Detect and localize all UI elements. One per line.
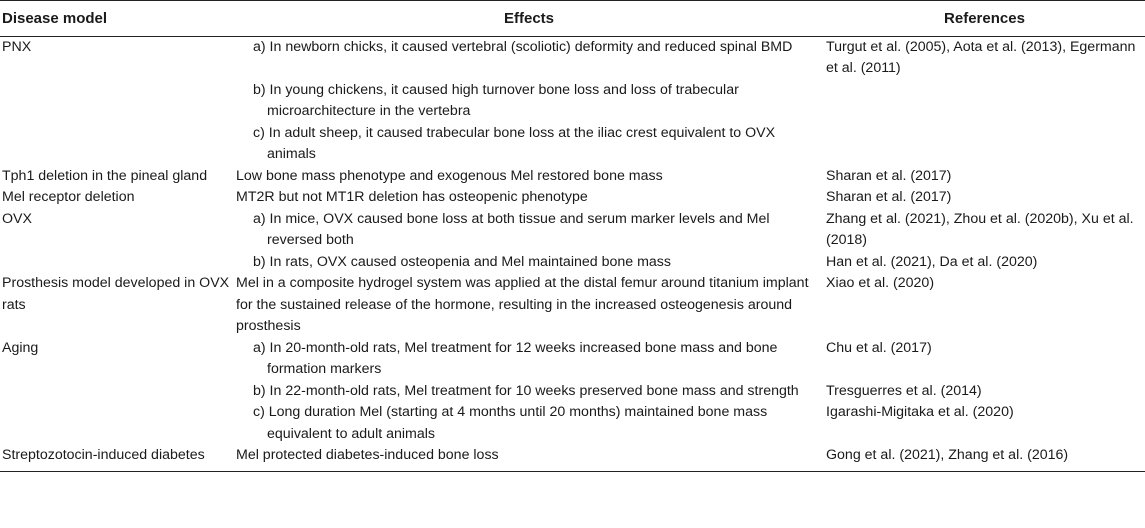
disease-cell: Aging xyxy=(2,339,39,356)
effect-text: b) In 22-month-old rats, Mel treatment for 10 weeks preserved bone mass and strength xyxy=(253,382,799,399)
header-references: References xyxy=(824,1,1145,37)
refs-cell: Tresguerres et al. (2014) xyxy=(826,382,982,399)
table-row xyxy=(0,123,1145,166)
header-row xyxy=(0,1,1145,37)
effect-cell xyxy=(234,36,824,80)
effect-text: a) In mice, OVX caused bone loss at both tissue and serum marker levels and Mel reversed both xyxy=(253,210,770,248)
refs-cell: Sharan et al. (2017) xyxy=(826,167,952,184)
refs-cell xyxy=(824,80,1145,123)
disease-cell xyxy=(0,381,234,403)
effect-text: c) Long duration Mel (starting at 4 months until 20 months) maintained bone mass equivalent to adult animals xyxy=(253,404,768,442)
refs-cell: Chu et al. (2017) xyxy=(826,339,932,356)
table-row xyxy=(0,402,1145,445)
refs-cell: Han et al. (2021), Da et al. (2020) xyxy=(826,253,1038,270)
disease-cell: PNX xyxy=(2,38,32,55)
effect-cell xyxy=(234,209,824,252)
disease-cell xyxy=(0,123,234,166)
table-row xyxy=(0,209,1145,252)
disease-cell xyxy=(0,252,234,274)
effect-text: a) In newborn chicks, it caused vertebral (scoliotic) deformity and reduced spinal BMD xyxy=(253,38,793,55)
effect-text: a) In 20-month-old rats, Mel treatment for 12 weeks increased bone mass and bone formation markers xyxy=(253,339,778,377)
disease-cell: Prosthesis model developed in OVX rats xyxy=(2,275,230,313)
effect-cell: Low bone mass phenotype and exogenous Mel restored bone mass xyxy=(236,167,663,184)
effect-cell xyxy=(234,123,824,166)
effect-text: b) In young chickens, it caused high turnover bone loss and loss of trabecular microarchitecture in the vertebra xyxy=(253,81,739,119)
disease-cell: OVX xyxy=(2,210,32,227)
effect-cell xyxy=(234,80,824,123)
refs-cell: Turgut et al. (2005), Aota et al. (2013), Egermann et al. (2011) xyxy=(826,38,1136,76)
table-row xyxy=(0,445,1145,471)
effect-cell: MT2R but not MT1R deletion has osteopenic phenotype xyxy=(236,189,588,205)
effect-cell xyxy=(234,252,824,274)
header-effects: Effects xyxy=(234,1,824,37)
refs-cell: Xiao et al. (2020) xyxy=(826,275,935,291)
disease-cell xyxy=(0,80,234,123)
effect-cell: Mel in a composite hydrogel system was applied at the distal femur around titanium implant for the sustained release of the hormone, resulting in the increased osteogenesis around prosthesis xyxy=(236,275,809,334)
table-row xyxy=(0,80,1145,123)
table-row xyxy=(0,252,1145,274)
disease-cell: Streptozotocin-induced diabetes xyxy=(0,445,234,471)
refs-cell: Gong et al. (2021), Zhang et al. (2016) xyxy=(824,445,1145,471)
refs-cell xyxy=(824,123,1145,166)
table-row xyxy=(0,338,1145,381)
table-row xyxy=(0,187,1145,209)
table-row xyxy=(0,36,1145,80)
refs-cell: Sharan et al. (2017) xyxy=(826,189,952,205)
refs-cell: Igarashi-Migitaka et al. (2020) xyxy=(826,404,1014,420)
disease-cell: Mel receptor deletion xyxy=(2,189,135,205)
effect-cell: Mel protected diabetes-induced bone loss xyxy=(234,445,824,471)
disease-cell xyxy=(0,402,234,445)
effect-text: b) In rats, OVX caused osteopenia and Mel maintained bone mass xyxy=(253,253,671,270)
table-row xyxy=(0,166,1145,188)
table-row xyxy=(0,381,1145,403)
effect-cell xyxy=(234,381,824,403)
refs-cell: Zhang et al. (2021), Zhou et al. (2020b), Xu et al. (2018) xyxy=(826,210,1134,248)
effect-cell xyxy=(234,402,824,445)
table-row xyxy=(0,273,1145,338)
effect-cell xyxy=(234,338,824,381)
header-disease-model: Disease model xyxy=(0,1,234,37)
effect-text: c) In adult sheep, it caused trabecular bone loss at the iliac crest equivalent to OVX animals xyxy=(253,124,776,162)
disease-cell: Tph1 deletion in the pineal gland xyxy=(2,167,208,184)
